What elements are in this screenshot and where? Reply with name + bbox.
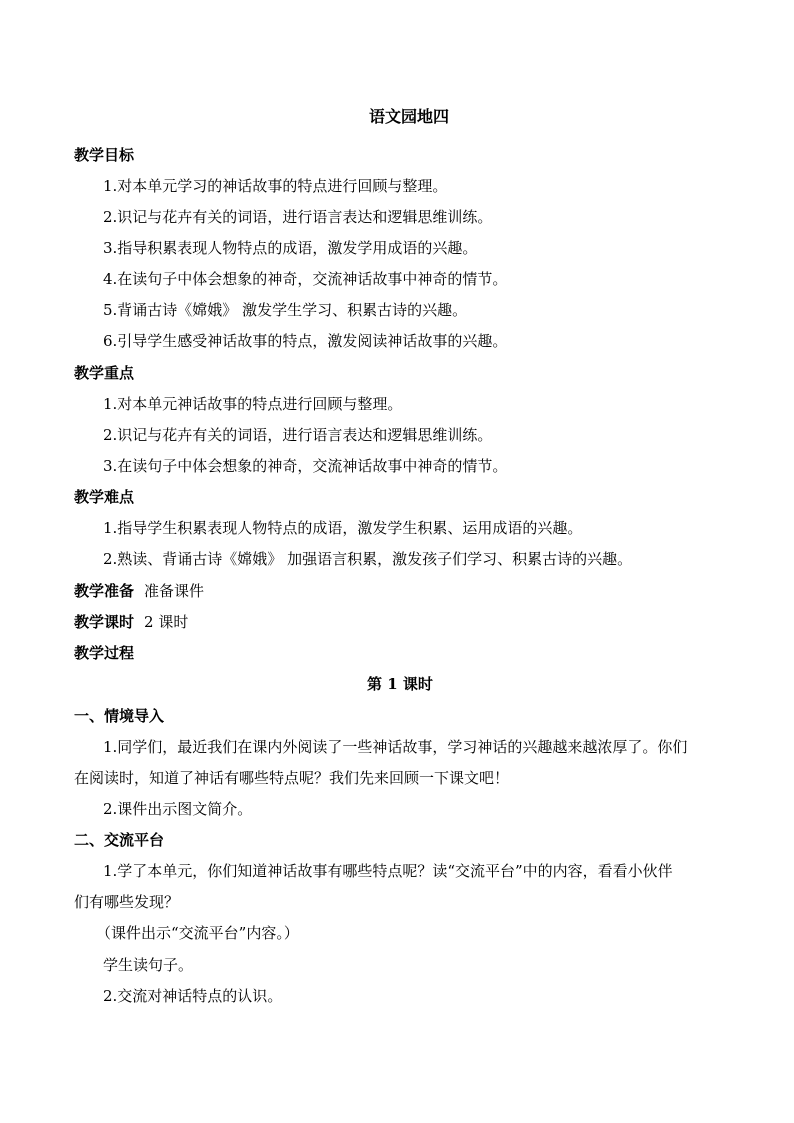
goal-item: 1.对本单元学习的神话故事的特点进行回顾与整理。 <box>103 177 448 195</box>
part-heading-exchange: 二、交流平台 <box>74 831 165 849</box>
lesson-heading: 第 1 课时 <box>367 675 433 693</box>
document-title: 语文园地四 <box>369 107 450 126</box>
focus-item: 2.识记与花卉有关的词语，进行语言表达和逻辑思维训练。 <box>103 426 493 444</box>
paragraph-note: （课件出示“交流平台”内容。） <box>96 924 299 942</box>
goal-item: 3.指导积累表现人物特点的成语，激发学用成语的兴趣。 <box>103 239 478 257</box>
hours-label: 教学课时 <box>74 613 135 631</box>
paragraph-line: 1.同学们，最近我们在课内外阅读了一些神话故事，学习神话的兴趣越来越浓厚了。你们 <box>103 738 688 756</box>
prep-value: 准备课件 <box>144 582 205 600</box>
goal-item: 2.识记与花卉有关的词语，进行语言表达和逻辑思维训练。 <box>103 208 493 226</box>
paragraph-line: 学生读句子。 <box>103 956 194 974</box>
difficulty-item: 1.指导学生积累表现人物特点的成语，激发学生积累、运用成语的兴趣。 <box>103 519 583 537</box>
section-heading-goals: 教学目标 <box>74 146 135 164</box>
paragraph-line: 们有哪些发现？ <box>74 893 180 911</box>
part-heading-intro: 一、情境导入 <box>74 707 165 725</box>
goal-item: 6.引导学生感受神话故事的特点，激发阅读神话故事的兴趣。 <box>103 332 508 350</box>
prep-row <box>74 581 204 601</box>
prep-label: 教学准备 <box>74 582 135 600</box>
goal-item: 5.背诵古诗《嫦娥》 激发学生学习、积累古诗的兴趣。 <box>103 301 468 319</box>
hours-row <box>74 612 188 632</box>
paragraph-line: 2.课件出示图文简介。 <box>103 800 253 818</box>
goal-item: 4.在读句子中体会想象的神奇，交流神话故事中神奇的情节。 <box>103 270 508 288</box>
focus-item: 3.在读句子中体会想象的神奇，交流神话故事中神奇的情节。 <box>103 457 508 475</box>
section-heading-process: 教学过程 <box>74 644 135 662</box>
focus-item: 1.对本单元神话故事的特点进行回顾与整理。 <box>103 395 403 413</box>
paragraph-line: 1.学了本单元，你们知道神话故事有哪些特点呢？读“交流平台”中的内容，看看小伙伴 <box>103 862 673 880</box>
hours-value: 2 课时 <box>144 613 189 631</box>
section-heading-focus: 教学重点 <box>74 364 135 382</box>
paragraph-line: 在阅读时，知道了神话有哪些特点呢？我们先来回顾一下课文吧！ <box>74 769 510 787</box>
paragraph-line: 2.交流对神话特点的认识。 <box>103 987 283 1005</box>
difficulty-item: 2.熟读、背诵古诗《嫦娥》 加强语言积累，激发孩子们学习、积累古诗的兴趣。 <box>103 550 633 568</box>
section-heading-difficulty: 教学难点 <box>74 488 135 506</box>
